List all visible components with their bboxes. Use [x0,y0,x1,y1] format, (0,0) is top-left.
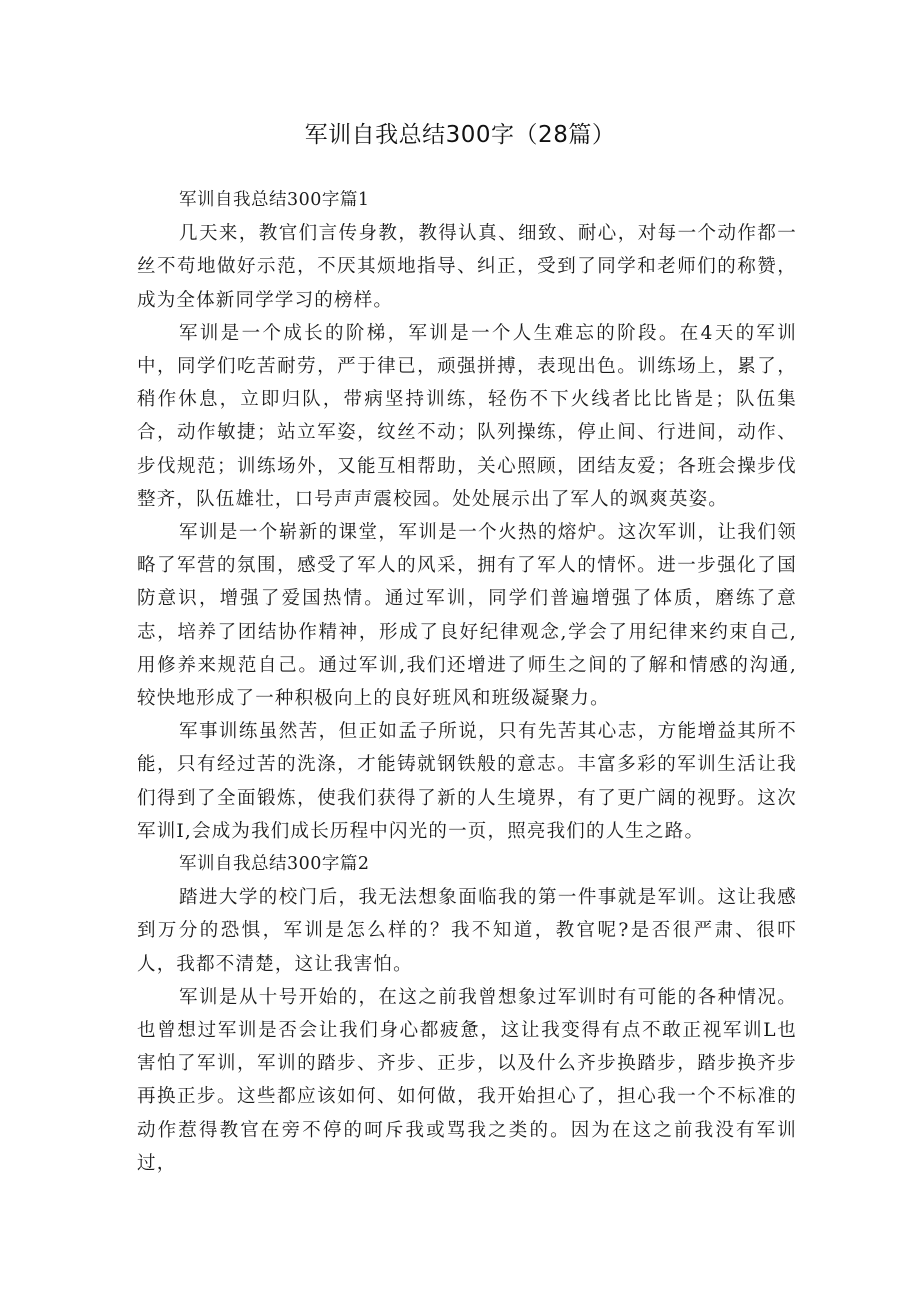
paragraph: 几天来，教官们言传身教，教得认真、细致、耐心，对每一个动作都一丝不苟地做好示范，不厌其烦地指导、纠正，受到了同学和老师们的称赞，成为全体新同学学习的榜样。 [137,223,797,311]
section-heading-2: 军训自我总结300字篇2 [179,854,370,875]
page-title: 军训自我总结300字（28篇） [304,122,616,148]
paragraph: 踏进大学的校门后，我无法想象面临我的第一件事就是军训。这让我感到万分的恐惧，军训是怎么样的？我不知道，教官呢?是否很严肃、很吓人，我都不清楚，这让我害怕。 [137,887,797,975]
document-body [137,184,797,1180]
paragraph: 军事训练虽然苦，但正如孟子所说，只有先苦其心志，方能增益其所不能，只有经过苦的洗涤，才能铸就钢铁般的意志。丰富多彩的军训生活让我们得到了全面锻炼，使我们获得了新的人生境界，有了更广阔的视野。这次军训I,会成为我们成长历程中闪光的一页，照亮我们的人生之路。 [137,721,797,842]
paragraph: 军训是从十号开始的，在这之前我曾想象过军训时有可能的各种情况。也曾想过军训是否会让我们身心都疲惫，这让我变得有点不敢正视军训L也害怕了军训，军训的踏步、齐步、正步，以及什么齐步换踏步，踏步换齐步再换正步。这些都应该如何、如何做，我开始担心了，担心我一个不标准的动作惹得教官在旁不停的呵斥我或骂我之类的。因为在这之前我没有军训过， [137,986,797,1174]
section-heading-1: 军训自我总结300字篇1 [179,190,370,210]
paragraph: 军训是一个成长的阶梯，军训是一个人生难忘的阶段。在4天的军训中，同学们吃苦耐劳，严于律已，顽强拼搏，表现出色。训练场上，累了，稍作休息，立即归队，带病坚持训练，轻伤不下火线者比比皆是；队伍集合，动作敏捷；站立军姿，纹丝不动；队列操练，停止间、行进间，动作、步伐规范；训练场外，又能互相帮助，关心照顾，团结友爱；各班会操步伐整齐，队伍雄壮，口号声声震校园。处处展示出了军人的飒爽英姿。 [137,322,797,510]
paragraph: 军训是一个崭新的课堂，军训是一个火热的熔炉。这次军训，让我们领略了军营的氛围，感受了军人的风采，拥有了军人的情怀。进一步强化了国防意识，增强了爱国热情。通过军训，同学们普遍增强了体质，磨练了意志，培养了团结协作精神，形成了良好纪律观念,学会了用纪律来约束自己,用修养来规范自己。通过军训,我们还增进了师生之间的了解和情感的沟通,较快地形成了一种积极向上的良好班风和班级凝聚力。 [137,522,797,710]
